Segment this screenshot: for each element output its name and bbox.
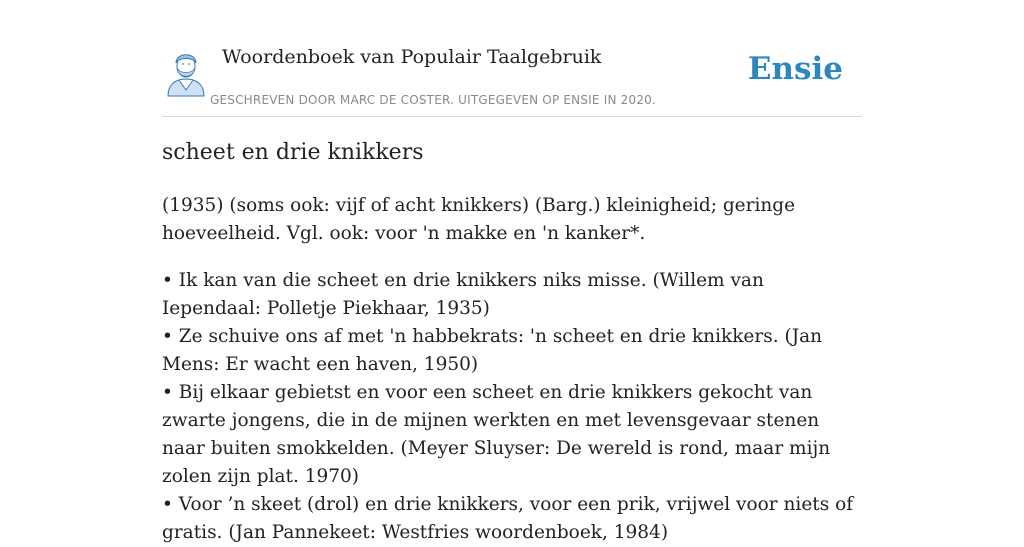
page-header: [162, 40, 862, 117]
citation-list: [162, 267, 862, 547]
entry-definition: (1935) (soms ook: vijf of acht knikkers) (Barg.) kleinigheid; geringe hoeveelheid. Vgl. ook: voor 'n makke en 'n kanker*.: [162, 195, 796, 244]
book-title[interactable]: Woordenboek van Populair Taalgebruik: [222, 46, 602, 68]
citation-item: • Ik kan van die scheet en drie knikkers niks misse. (Willem van Iependaal: Polletje Piekhaar, 1935): [162, 270, 764, 319]
ensie-logo-link[interactable]: Ensie: [747, 51, 843, 87]
citation-item: • Voor ’n skeet (drol) en drie knikkers, voor een prik, vrijwel voor niets of gratis. (Jan Pannekeet: Westfries woordenboek, 1984): [162, 494, 854, 543]
author-byline: GESCHREVEN DOOR MARC DE COSTER. UITGEGEVEN OP ENSIE IN 2020.: [210, 93, 656, 107]
author-portrait-icon: [164, 46, 208, 96]
entry-title: scheet en drie knikkers: [162, 140, 424, 165]
citation-item: • Bij elkaar gebietst en voor een scheet en drie knikkers gekocht van zwarte jongens, die in de mijnen werkten en met levensgevaar stenen naar buiten smokkelden. (Meyer Sluyser: De wereld is rond, maar mijn zolen zijn plat. 1970): [162, 382, 831, 487]
citation-item: • Ze schuive ons af met 'n habbekrats: 'n scheet en drie knikkers. (Jan Mens: Er wacht een haven, 1950): [162, 326, 823, 375]
